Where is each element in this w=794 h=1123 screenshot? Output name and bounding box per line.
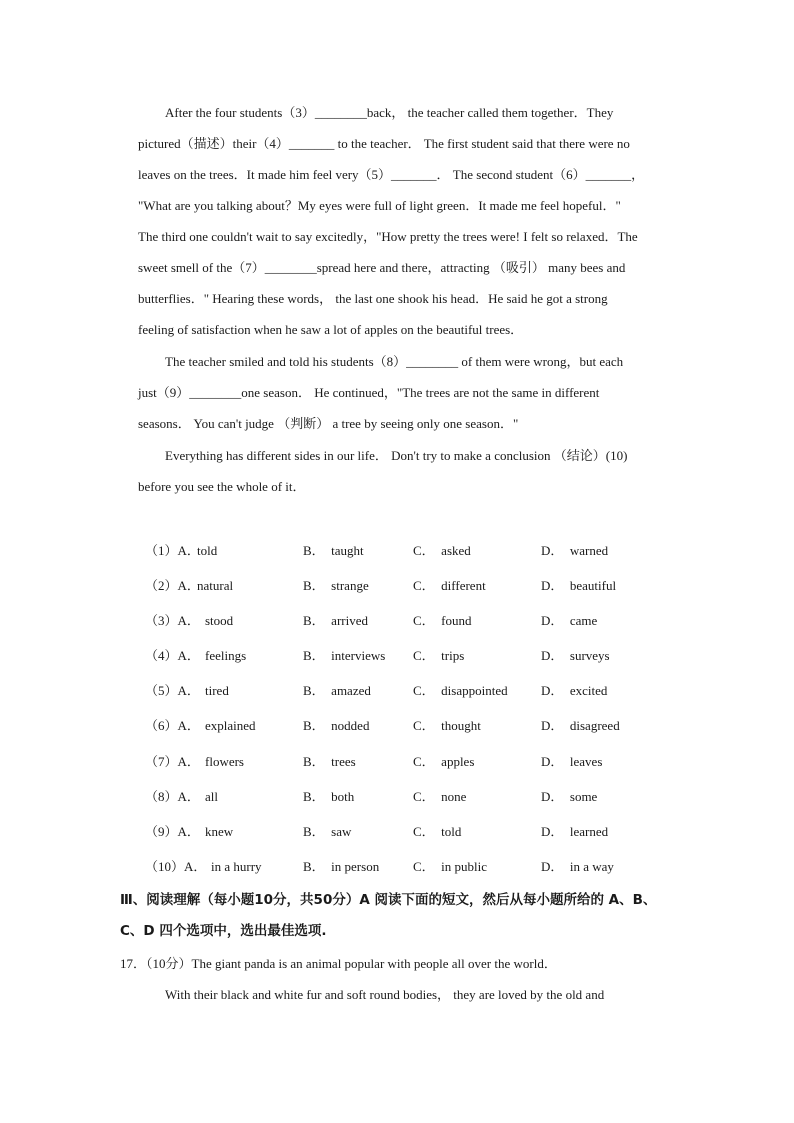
option-c[interactable]	[413, 782, 466, 812]
option-d-label: D．	[541, 858, 564, 874]
passage-line: Everything has different sides in our life． Don't try to make a conclusion （结论）(10)	[165, 448, 628, 463]
option-d[interactable]	[541, 606, 597, 636]
option-row-7	[145, 747, 705, 782]
passage-line: The teacher smiled and told his students（8）________ of them were wrong，but each	[165, 354, 624, 369]
option-b-label: B．	[303, 788, 325, 804]
option-d-label: D．	[541, 823, 564, 839]
option-c-text: disappointed	[441, 683, 508, 699]
option-a[interactable]: feelings	[205, 648, 247, 664]
option-b-label: B．	[303, 823, 325, 839]
question-17-passage-line: With their black and white fur and soft round bodies， they are loved by the old and	[165, 987, 605, 1002]
option-b-text: interviews	[331, 648, 386, 664]
option-row-5	[145, 676, 705, 711]
option-c-label: C．	[413, 578, 435, 594]
option-b[interactable]	[303, 711, 369, 741]
option-b-text: strange	[331, 578, 369, 594]
option-c-label: C．	[413, 683, 435, 699]
option-c[interactable]	[413, 606, 472, 636]
passage-line: "What are you talking about？My eyes were full of light green．It made me feel hopeful．"	[138, 198, 621, 213]
option-d-text: excited	[569, 683, 608, 699]
option-b-label: B．	[303, 858, 325, 874]
option-row-4	[145, 641, 705, 676]
passage-line: seasons． You can't judge （判断） a tree by seeing only one season．"	[138, 416, 519, 431]
option-b-label: B．	[303, 683, 325, 699]
passage-line: After the four students（3）________back， the teacher called them together．They	[165, 105, 614, 120]
option-d-label: D．	[541, 578, 564, 594]
passage-paragraph-3	[138, 440, 676, 502]
option-d[interactable]	[541, 676, 607, 706]
option-c[interactable]	[413, 817, 461, 847]
option-row-6	[145, 711, 705, 746]
option-d-label: D．	[541, 753, 564, 769]
passage-line: butterflies．" Hearing these words， the last one shook his head．He said he got a strong	[138, 291, 608, 306]
option-number: （1）A．	[145, 543, 200, 558]
option-b-text: saw	[331, 823, 352, 839]
option-a[interactable]: flowers	[205, 753, 244, 769]
option-b[interactable]	[303, 747, 356, 777]
option-d-label: D．	[541, 718, 564, 734]
option-b[interactable]	[303, 782, 354, 812]
option-c-label: C．	[413, 648, 435, 664]
option-c-text: apples	[441, 753, 475, 769]
option-number: （8）A．	[145, 788, 200, 804]
option-d[interactable]	[541, 782, 597, 812]
answer-options	[145, 536, 705, 887]
option-c-text: thought	[441, 718, 481, 734]
option-b-text: both	[331, 788, 355, 804]
option-b-label: B．	[303, 648, 325, 664]
option-number: （2）A．	[145, 578, 200, 594]
option-d[interactable]	[541, 641, 610, 671]
option-a[interactable]: tired	[205, 683, 229, 699]
option-b-label: B．	[303, 753, 325, 769]
passage-line: before you see the whole of it．	[138, 479, 306, 494]
passage-line: leaves on the trees．It made him feel very（5）_______． The second student（6）_______，	[138, 167, 645, 182]
option-b-text: arrived	[331, 613, 368, 629]
option-d-text: leaves	[569, 753, 603, 769]
option-a[interactable]: told	[197, 543, 218, 558]
option-b[interactable]	[303, 852, 379, 882]
option-d-text: some	[569, 788, 598, 804]
option-c-label: C．	[413, 823, 435, 839]
option-c[interactable]	[413, 676, 508, 706]
option-b-label: B．	[303, 718, 325, 734]
option-d[interactable]	[541, 852, 614, 882]
option-d[interactable]	[541, 536, 608, 566]
option-row-3	[145, 606, 705, 641]
passage-line: pictured（描述）their（4）_______ to the teacher． The first student said that there were no	[138, 136, 630, 151]
option-b[interactable]	[303, 676, 371, 706]
section-heading-line: Ⅲ、阅读理解（每小题10分，共50分）A 阅读下面的短文，然后从每小题所给的 A、B、	[120, 892, 657, 908]
option-d-label: D．	[541, 788, 564, 804]
option-d-text: beautiful	[569, 578, 617, 594]
option-c-label: C．	[413, 543, 435, 558]
option-d-label: D．	[541, 648, 564, 664]
option-b-text: taught	[331, 543, 364, 558]
option-d-text: disagreed	[569, 718, 620, 734]
section-heading-line: C、D 四个选项中，选出最佳选项.	[120, 923, 327, 939]
option-c-text: trips	[441, 648, 465, 664]
option-d-label: D．	[541, 543, 564, 558]
option-c-label: C．	[413, 858, 435, 874]
option-d-text: in a way	[569, 858, 614, 874]
option-c-label: C．	[413, 613, 435, 629]
option-number: （6）A．	[145, 718, 200, 734]
option-row-9	[145, 817, 705, 852]
option-c[interactable]	[413, 571, 486, 601]
option-d-label: D．	[541, 683, 564, 699]
option-b[interactable]	[303, 606, 368, 636]
section-heading	[120, 885, 690, 947]
option-d[interactable]	[541, 711, 620, 741]
option-number: （9）A．	[145, 823, 200, 839]
option-d[interactable]	[541, 747, 602, 777]
option-c-label: C．	[413, 788, 435, 804]
passage-line: The third one couldn't wait to say excitedly，"How pretty the trees were! I felt so relaxed．The	[138, 229, 638, 244]
option-c[interactable]	[413, 641, 464, 671]
option-row-2	[145, 571, 705, 606]
option-d-text: warned	[569, 543, 609, 558]
question-17: 17．（10分）The giant panda is an animal popular with people all over the world．	[120, 956, 557, 971]
option-b-label: B．	[303, 613, 325, 629]
option-b-text: in person	[331, 858, 380, 874]
option-a[interactable]: knew	[205, 823, 234, 839]
option-c-label: C．	[413, 753, 435, 769]
option-b-text: amazed	[331, 683, 371, 699]
option-b[interactable]	[303, 571, 369, 601]
option-b[interactable]	[303, 536, 364, 566]
option-b-label: B．	[303, 543, 325, 558]
option-number: （7）A．	[145, 753, 200, 769]
option-a[interactable]: stood	[205, 613, 234, 629]
option-a[interactable]: in a hurry	[211, 858, 262, 874]
option-c-text: found	[441, 613, 472, 629]
option-b-text: trees	[331, 753, 356, 769]
option-a[interactable]: natural	[197, 578, 234, 594]
option-c-label: C．	[413, 718, 435, 734]
option-number: （5）A．	[145, 683, 200, 699]
option-c[interactable]	[413, 711, 481, 741]
passage-line: just（9）________one season． He continued，"The trees are not the same in different	[138, 385, 600, 400]
option-b[interactable]	[303, 817, 351, 847]
option-b-text: nodded	[331, 718, 370, 734]
option-c[interactable]	[413, 536, 471, 566]
option-b[interactable]	[303, 641, 385, 671]
option-number: （3）A．	[145, 613, 200, 629]
option-c[interactable]	[413, 747, 474, 777]
option-d[interactable]	[541, 817, 608, 847]
option-a[interactable]: explained	[205, 718, 256, 734]
option-d-label: D．	[541, 613, 564, 629]
option-d-text: surveys	[569, 648, 610, 664]
option-c-text: different	[441, 578, 486, 594]
passage-line: feeling of satisfaction when he saw a lot of apples on the beautiful trees．	[138, 322, 524, 337]
option-row-10	[145, 852, 705, 887]
option-d-text: came	[569, 613, 598, 629]
option-row-8	[145, 782, 705, 817]
option-number: （10）A．	[145, 858, 207, 874]
option-a[interactable]: all	[205, 788, 218, 804]
option-c-text: none	[441, 788, 467, 804]
option-c-text: asked	[441, 543, 471, 558]
option-d[interactable]	[541, 571, 616, 601]
passage-line: sweet smell of the（7）________spread here and there，attracting （吸引） many bees and	[138, 260, 626, 275]
option-d-text: learned	[569, 823, 609, 839]
option-b-label: B．	[303, 578, 325, 594]
option-row-1	[145, 536, 705, 571]
option-c-text: in public	[441, 858, 488, 874]
option-c-text: told	[441, 823, 462, 839]
option-c[interactable]	[413, 852, 487, 882]
option-number: （4）A．	[145, 648, 200, 664]
passage-paragraph-1	[138, 97, 676, 345]
passage-paragraph-2	[138, 346, 676, 439]
